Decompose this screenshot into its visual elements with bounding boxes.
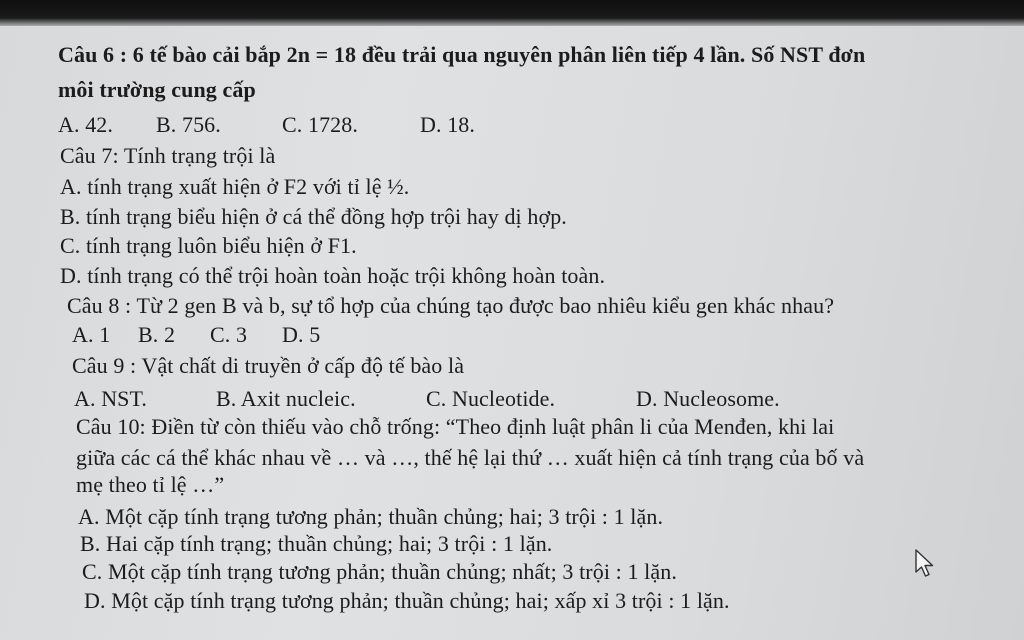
q9-option-c: C. Nucleotide.	[426, 386, 556, 411]
q9-option-d: D. Nucleosome.	[636, 386, 780, 411]
q7-option-d: D. tính trạng có thể trội hoàn toàn hoặc trội không hoàn toàn.	[60, 263, 606, 288]
q6-option-a: A. 42.	[58, 112, 113, 137]
q9-title: Câu 9 : Vật chất di truyền ở cấp độ tế bào là	[72, 353, 465, 378]
q10-line3: mẹ theo tỉ lệ …”	[76, 472, 225, 497]
q7-option-a: A. tính trạng xuất hiện ở F2 với tỉ lệ ½.	[60, 174, 410, 199]
q6-options	[58, 112, 475, 138]
q7-title: Câu 7: Tính trạng trội là	[60, 143, 276, 168]
q8-option-a: A. 1	[72, 322, 111, 347]
q10-line1: Câu 10: Điền từ còn thiếu vào chỗ trống: “Theo định luật phân li của Menđen, khi lai	[76, 414, 835, 439]
q10-option-d: D. Một cặp tính trạng tương phản; thuần chủng; hai; xấp xỉ 3 trội : 1 lặn.	[84, 588, 730, 613]
q6-option-b: B. 756.	[156, 112, 221, 137]
q6-option-c: C. 1728.	[282, 112, 358, 137]
q8-option-d: D. 5	[282, 322, 321, 347]
q7-option-b: B. tính trạng biểu hiện ở cá thể đồng hợp trội hay dị hợp.	[60, 204, 567, 229]
q10-option-c: C. Một cặp tính trạng tương phản; thuần chủng; nhất; 3 trội : 1 lặn.	[82, 559, 677, 584]
q10-line2: giữa các cá thể khác nhau về … và …, thế hệ lại thứ … xuất hiện cả tính trạng của bố và	[76, 445, 865, 470]
mouse-pointer-icon	[914, 548, 936, 583]
q9-option-b: B. Axit nucleic.	[216, 386, 356, 411]
q8-option-b: B. 2	[138, 322, 176, 347]
q6-line1: Câu 6 : 6 tế bào cải bắp 2n = 18 đều trải qua nguyên phân liên tiếp 4 lần. Số NST đơn	[58, 42, 866, 67]
q9-option-a: A. NST.	[74, 386, 148, 411]
q9-options	[74, 386, 780, 412]
q10-option-b: B. Hai cặp tính trạng; thuần chủng; hai; 3 trội : 1 lặn.	[80, 531, 553, 556]
q6-option-d: D. 18.	[420, 112, 475, 137]
q8-options	[72, 322, 320, 348]
q6-line2: môi trường cung cấp	[58, 77, 256, 102]
q7-option-c: C. tính trạng luôn biểu hiện ở F1.	[60, 233, 357, 258]
q10-option-a: A. Một cặp tính trạng tương phản; thuần chủng; hai; 3 trội : 1 lặn.	[78, 504, 664, 529]
q8-title: Câu 8 : Từ 2 gen B và b, sự tổ hợp của chúng tạo được bao nhiêu kiểu gen khác nhau?	[67, 293, 835, 318]
q8-option-c: C. 3	[210, 322, 248, 347]
